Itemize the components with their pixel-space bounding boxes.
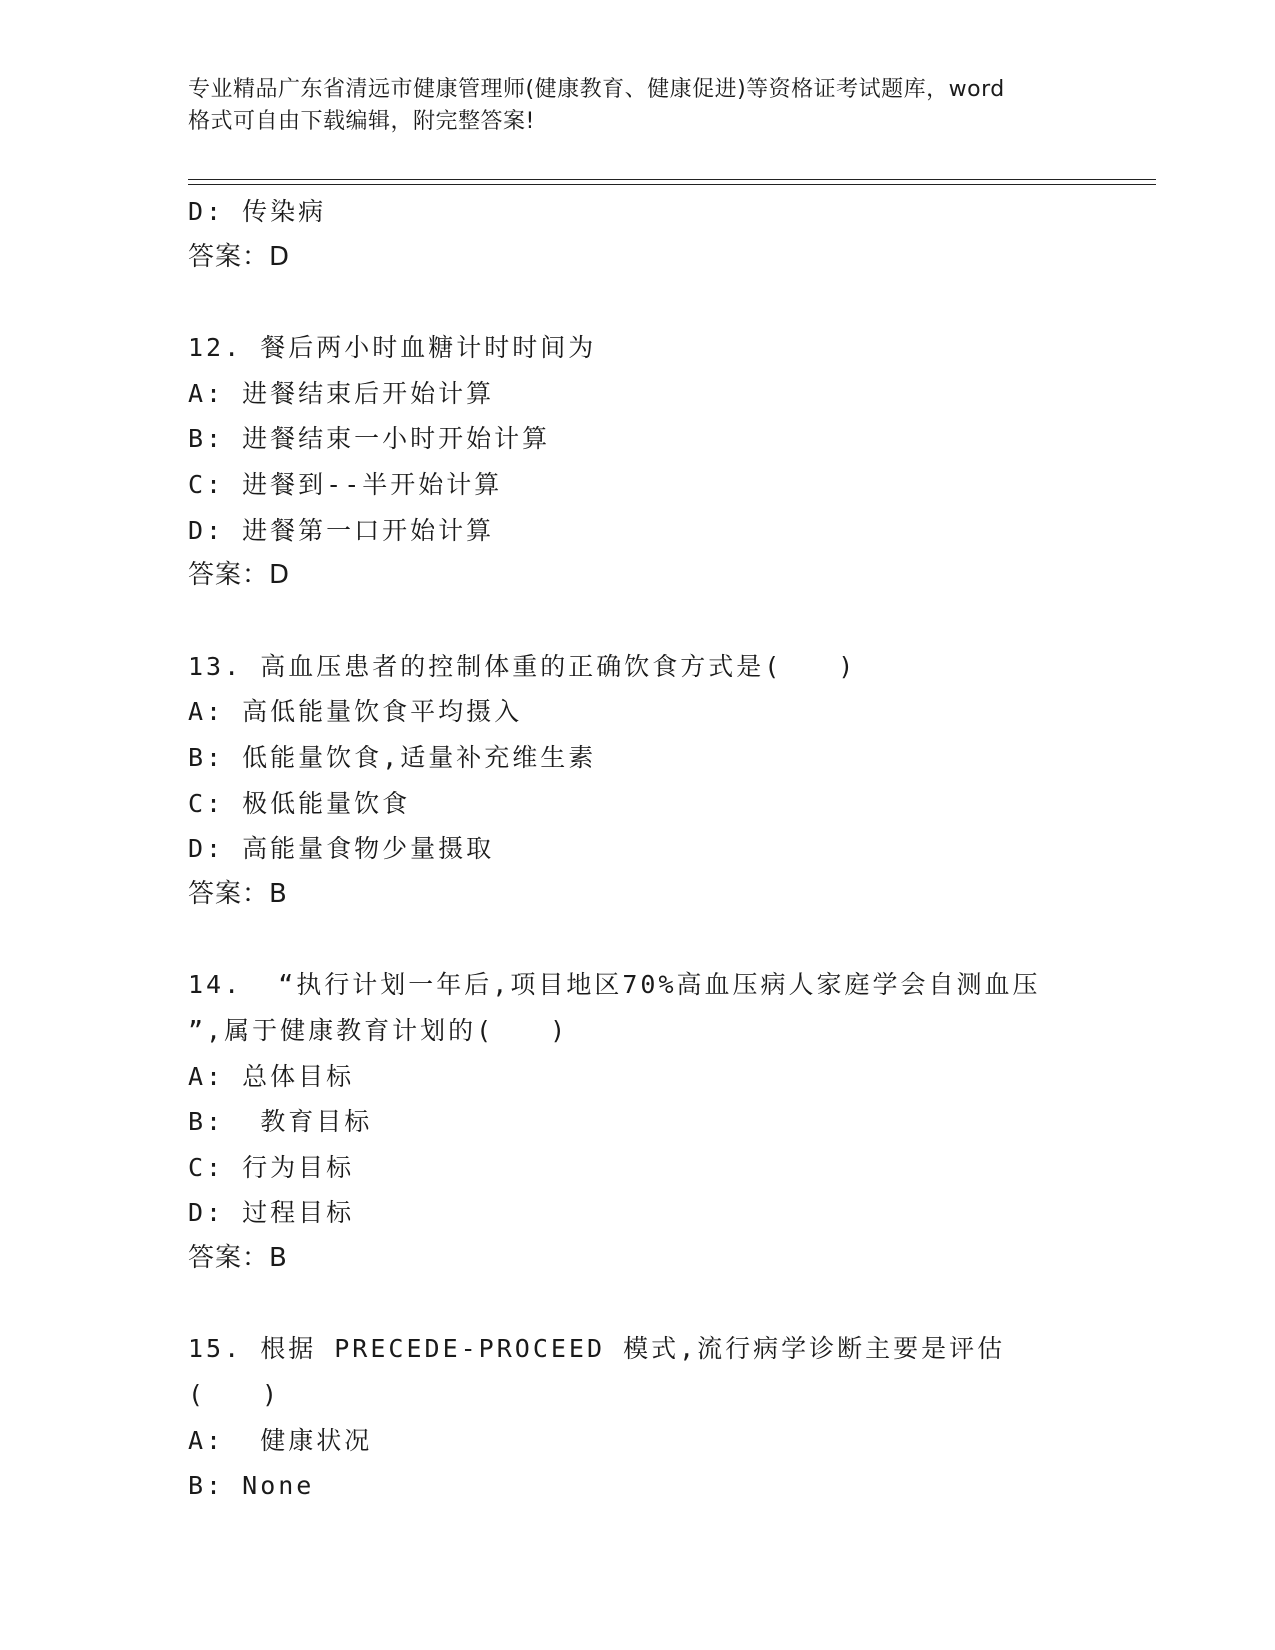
question-12 xyxy=(188,325,1148,599)
option-b: B: None xyxy=(188,1471,315,1501)
option-b: B: 低能量饮食,适量补充维生素 xyxy=(188,742,597,772)
header-line-1: 专业精品广东省清远市健康管理师(健康教育、健康促进)等资格证考试题库，word xyxy=(188,77,1005,102)
header-divider-top xyxy=(188,179,1156,180)
answer-line: 答案：D xyxy=(188,560,291,591)
option-a: A: 高低能量饮食平均摄入 xyxy=(188,697,523,727)
question-14 xyxy=(188,962,1148,1281)
option-a: A: 进餐结束后开始计算 xyxy=(188,378,495,408)
option-d: D: 进餐第一口开始计算 xyxy=(188,515,495,545)
option-a: A: 总体目标 xyxy=(188,1061,355,1091)
option-b: B: 教育目标 xyxy=(188,1107,373,1137)
question-list xyxy=(188,189,1148,1509)
option-d: D: 过程目标 xyxy=(188,1198,355,1228)
question-text-line-2: ”,属于健康教育计划的( ) xyxy=(188,1015,569,1045)
question-text: 12. 餐后两小时血糖计时时间为 xyxy=(188,333,597,363)
answer-line: 答案：D xyxy=(188,241,291,272)
question-text: 13. 高血压患者的控制体重的正确饮食方式是( ) xyxy=(188,651,857,681)
option-a: A: 健康状况 xyxy=(188,1425,373,1455)
document-header xyxy=(188,74,1088,138)
header-line-2: 格式可自由下载编辑，附完整答案! xyxy=(188,109,535,134)
question-text: 15. 根据 PRECEDE-PROCEED 模式,流行病学诊断主要是评估( ) xyxy=(188,1334,1006,1410)
question-15 xyxy=(188,1326,1148,1508)
question-text-line-1: 14. “执行计划一年后,项目地区70%高血压病人家庭学会自测血压 xyxy=(188,970,1041,1000)
question-13 xyxy=(188,644,1148,918)
option-d: D: 传染病 xyxy=(188,197,327,226)
header-divider-bottom xyxy=(188,184,1156,185)
option-c: C: 极低能量饮食 xyxy=(188,788,411,818)
answer-line: 答案：B xyxy=(188,1242,288,1273)
carryover-block xyxy=(188,189,1148,280)
answer-line: 答案：B xyxy=(188,878,288,909)
option-c: C: 行为目标 xyxy=(188,1152,355,1182)
option-c: C: 进餐到--半开始计算 xyxy=(188,469,503,499)
option-b: B: 进餐结束一小时开始计算 xyxy=(188,424,551,454)
option-d: D: 高能量食物少量摄取 xyxy=(188,834,495,864)
